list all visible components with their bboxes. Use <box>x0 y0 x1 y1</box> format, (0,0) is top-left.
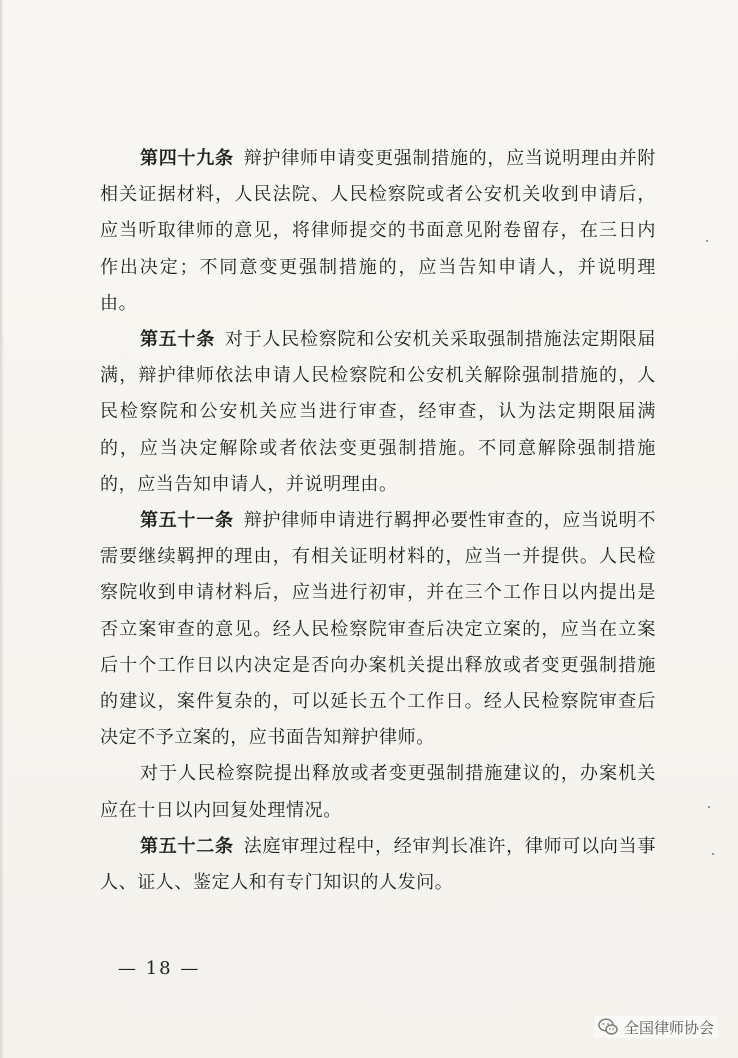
article-text: 法庭审理过程中，经审判长准许，律师可以向当事人、证人、鉴定人和有专门知识的人发问。 <box>100 835 656 894</box>
paragraph-article-49 <box>100 141 656 322</box>
paragraph-article-50 <box>100 322 656 503</box>
scan-speck <box>706 240 708 242</box>
article-heading: 第五十条 <box>140 329 215 351</box>
article-text: 对于人民检察院和公安机关采取强制措施法定期限届满，辩护律师依法申请人民检察院和公安机关解除强制措施的，人民检察院和公安机关应当进行审查，经审查，认为法定期限届满的，应当决定解除或者依法变更强制措施。不同意解除强制措施的，应当告知申请人，并说明理由。 <box>100 329 656 495</box>
wechat-watermark <box>594 1016 718 1038</box>
wechat-icon <box>598 1018 618 1036</box>
document-body <box>100 141 656 901</box>
paragraph-article-51-continued <box>100 756 656 828</box>
paragraph-article-52 <box>100 829 656 901</box>
paragraph-article-51 <box>100 503 656 756</box>
article-heading: 第五十一条 <box>140 510 234 532</box>
scan-speck <box>708 806 710 808</box>
page-edge-shadow <box>0 0 4 1058</box>
article-heading: 第五十二条 <box>140 835 234 857</box>
scan-speck <box>712 853 714 855</box>
article-text: 辩护律师申请变更强制措施的，应当说明理由并附相关证据材料，人民法院、人民检察院或者公安机关收到申请后，应当听取律师的意见，将律师提交的书面意见附卷留存，在三日内作出决定；不同意变更强制措施的，应当告知申请人，并说明理由。 <box>100 148 656 314</box>
watermark-text: 全国律师协会 <box>624 1018 715 1037</box>
article-text: 对于人民检察院提出释放或者变更强制措施建议的，办案机关应在十日以内回复处理情况。 <box>100 763 656 821</box>
page-number: — 18 — <box>118 958 201 979</box>
article-text: 辩护律师申请进行羁押必要性审查的，应当说明不需要继续羁押的理由，有相关证明材料的，应当一并提供。人民检察院收到申请材料后，应当进行初审，并在三个工作日以内提出是否立案审查的意见。经人民检察院审查后决定立案的，应当在立案后十个工作日以内决定是否向办案机关提出释放或者变更强制措施的建议，案件复杂的，可以延长五个工作日。经人民检察院审查后决定不予立案的，应书面告知辩护律师。 <box>100 510 656 749</box>
article-heading: 第四十九条 <box>140 148 234 169</box>
